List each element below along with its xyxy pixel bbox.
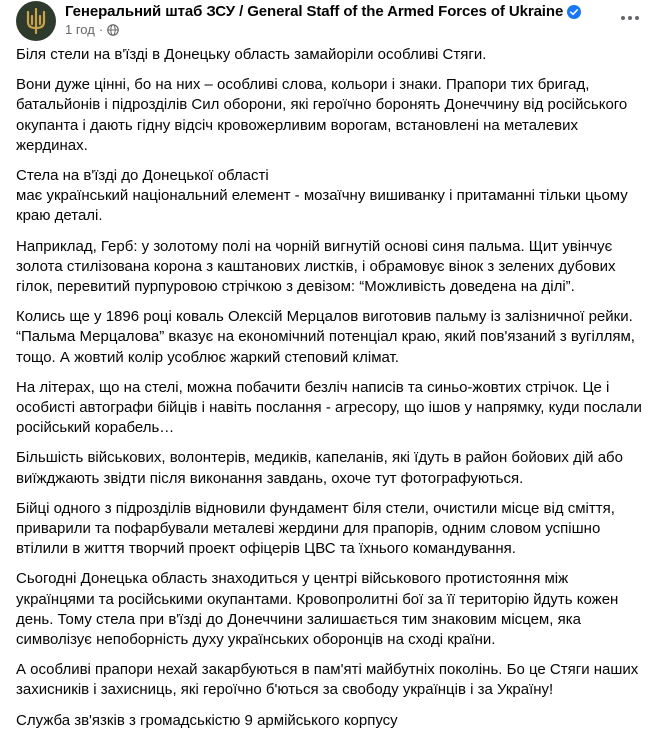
- globe-icon[interactable]: [107, 24, 119, 36]
- post-paragraph: Стела на в'їзді до Донецької області має український національний елемент - мозаїчну вишиванку і притаманні тільки цьому краю деталі.: [16, 167, 628, 225]
- post-signature: Служба зв'язків з громадськістю 9 армійського корпусу: [16, 711, 398, 729]
- post-header: [16, 0, 644, 45]
- more-dot: [628, 16, 632, 20]
- post-paragraph: Біля стели на в'їзді в Донецьку область замайоріли особливі Стяги.: [16, 46, 487, 63]
- post-meta: [65, 22, 644, 37]
- post-paragraph: А особливі прапори нехай закарбуються в пам'яті майбутніх поколінь. Бо це Стяги наших захисників і захисниць, які героїчно б'ються за свободу українців і за Україну!: [16, 661, 639, 699]
- trident-icon: [25, 8, 47, 34]
- author-name[interactable]: Генеральний штаб ЗСУ / General Staff of the Armed Forces of Ukraine: [65, 3, 564, 20]
- post-paragraph: Наприклад, Герб: у золотому полі на чорній вигнутій основі синя пальма. Щит увінчує золота стилізована корона з каштанових листків, і обрамовує вінок з зелених дубових гілок, перевитий пурпуровою стрічкою з девізом: “Можливість доведена на ділі”.: [16, 237, 616, 296]
- more-options-icon[interactable]: [616, 8, 644, 28]
- post-paragraph: Вони дуже цінні, бо на них – особливі слова, кольори і знаки. Прапори тих бригад, батальйонів і підрозділів Сил оборони, які героїчно боронять Донеччину від російського окупанта і дають гідну відсіч кровожерливим ворогам, встановлені на металевих жердинах.: [16, 76, 628, 154]
- post-paragraph: Колись ще у 1896 році коваль Олексій Мерцалов виготовив пальму із залізничної рейки. “Пальма Мерцалова” вказує на економічний потенціал краю, який пов'язаний з вугіллям, тощо. А жовтий колір усоблює жаркий степовий клімат.: [16, 308, 635, 366]
- post-body: [16, 45, 644, 731]
- author-row: [65, 3, 644, 20]
- verified-badge-icon: [567, 5, 581, 19]
- page-avatar[interactable]: [16, 1, 56, 41]
- header-text: [65, 1, 644, 37]
- post-paragraph: Сьогодні Донецька область знаходиться у центрі військового протистояння між українцями та російськими окупантами. Кровопролитні бої за її територію йдуть кожен день. Тому стела при в'їзді до Донеччини залишається тим знаковим місцем, яка символізує непоборність духу українських оборонців на сході країни.: [16, 570, 619, 649]
- post-paragraph: Більшість військових, волонтерів, медиків, капеланів, які їдуть в район бойових дій або виїжджають звідти після виконання завдань, охоче тут фотографуються.: [16, 449, 623, 487]
- post-timestamp[interactable]: 1 год: [65, 22, 95, 37]
- meta-separator: ·: [98, 22, 104, 37]
- more-dot: [621, 16, 625, 20]
- more-dot: [635, 16, 639, 20]
- post-paragraph: На літерах, що на стелі, можна побачити безліч написів та синьо-жовтих стрічок. Це і особисті автографи бійців і навіть послання - агресору, що ішов у напрямку, куди послали російський корабель…: [16, 378, 642, 437]
- post-paragraph: Бійці одного з підрозділів відновили фундамент біля стели, очистили місце від сміття, приварили та пофарбували металеві жердини для прапорів, одним словом успішно втілили в життя творчий проект офіцерів ЦВС та їхнього командування.: [16, 499, 615, 558]
